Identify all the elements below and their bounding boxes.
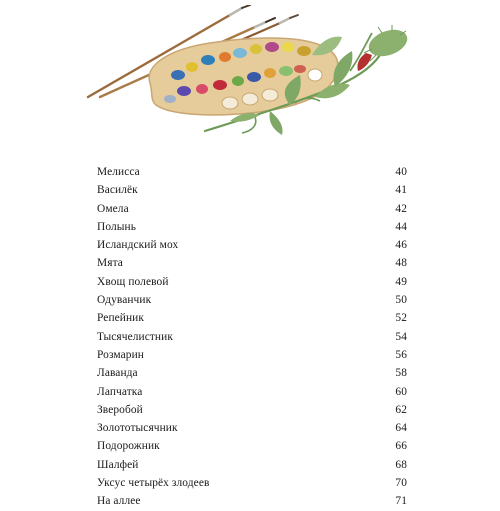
toc-entry-page: 54: [395, 330, 407, 343]
toc-entry: [97, 291, 407, 309]
toc-entry-page: 48: [395, 257, 407, 270]
toc-entry-page: 70: [395, 477, 407, 490]
toc-entry-page: 68: [395, 458, 407, 471]
toc-entry: [97, 383, 407, 401]
toc-entry: [97, 492, 407, 510]
toc-entry-page: 52: [395, 312, 407, 325]
toc-entry-title: Полынь: [97, 220, 136, 233]
toc-entry-page: 50: [395, 294, 407, 307]
toc-entry-title: Мята: [97, 257, 123, 270]
toc-entry-title: Репейник: [97, 312, 145, 325]
toc-entry: [97, 437, 407, 455]
toc-entry-title: Шалфей: [97, 458, 139, 471]
toc-entry-page: 60: [395, 385, 407, 398]
toc-entry-page: 62: [395, 403, 407, 416]
toc-entry: [97, 309, 407, 327]
toc-entry-page: 58: [395, 367, 407, 380]
table-of-contents: [97, 163, 407, 511]
toc-entry-title: Лаванда: [97, 367, 138, 380]
toc-entry: [97, 163, 407, 181]
toc-entry-title: Уксус четырёх злодеев: [97, 477, 210, 490]
toc-entry: [97, 456, 407, 474]
toc-entry: [97, 236, 407, 254]
toc-entry-title: Омела: [97, 202, 129, 215]
toc-entry-page: 41: [395, 184, 407, 197]
toc-entry-title: Зверобой: [97, 403, 143, 416]
toc-entry-title: Подорожник: [97, 440, 160, 453]
toc-entry: [97, 181, 407, 199]
toc-entry-page: 49: [395, 275, 407, 288]
toc-entry-page: 64: [395, 422, 407, 435]
toc-entry-title: Розмарин: [97, 348, 144, 361]
toc-entry: [97, 328, 407, 346]
toc-entry-title: Золототысячник: [97, 422, 178, 435]
toc-entry-title: Василёк: [97, 184, 138, 197]
toc-entry-page: 71: [395, 495, 407, 508]
toc-entry: [97, 346, 407, 364]
toc-entry: [97, 419, 407, 437]
toc-entry-page: 44: [395, 220, 407, 233]
palette-illustration: [80, 5, 420, 140]
toc-entry: [97, 254, 407, 272]
toc-entry: [97, 273, 407, 291]
toc-entry: [97, 364, 407, 382]
toc-entry-page: 46: [395, 239, 407, 252]
toc-entry-page: 40: [395, 166, 407, 178]
toc-entry-title: Хвощ полевой: [97, 275, 169, 288]
palette-icon: [149, 38, 338, 115]
toc-entry-page: 56: [395, 348, 407, 361]
toc-entry: [97, 200, 407, 218]
toc-entry: [97, 474, 407, 492]
toc-entry-title: На аллее: [97, 495, 141, 508]
toc-entry-title: Тысячелистник: [97, 330, 173, 343]
toc-entry-title: Одуванчик: [97, 294, 152, 307]
toc-entry: [97, 401, 407, 419]
toc-entry-page: 42: [395, 202, 407, 215]
toc-entry-page: 66: [395, 440, 407, 453]
toc-entry-title: Лапчатка: [97, 385, 143, 398]
toc-entry-title: Исландский мох: [97, 239, 179, 252]
toc-entry-title: Мелисса: [97, 166, 140, 178]
toc-entry: [97, 218, 407, 236]
